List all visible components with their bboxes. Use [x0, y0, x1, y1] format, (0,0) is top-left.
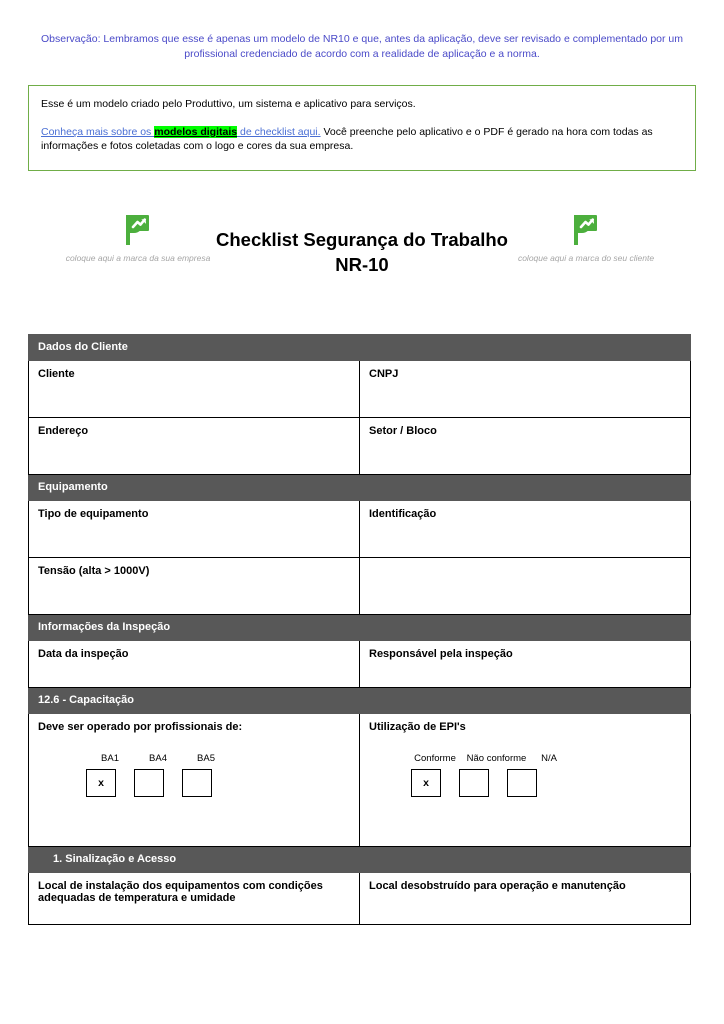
section-header-informacoes-da-inspecao — [29, 615, 691, 641]
ba-checkbox-group — [38, 753, 350, 797]
section-header-dados-do-cliente — [29, 335, 691, 361]
section-header-label: Informações da Inspeção — [29, 615, 691, 641]
field-tensao[interactable] — [29, 558, 360, 615]
table-row — [29, 418, 691, 475]
field-data-da-inspecao[interactable] — [29, 641, 360, 688]
field-responsavel-pela-inspecao[interactable] — [360, 641, 691, 688]
field-tipo-de-equipamento[interactable] — [29, 501, 360, 558]
field-label: Utilização de EPI's — [369, 721, 466, 733]
epi-label-1: Não conforme — [466, 753, 527, 764]
field-local-desobstruido[interactable] — [360, 873, 691, 925]
ba-label-1: BA4 — [149, 753, 167, 764]
field-setor-bloco[interactable] — [360, 418, 691, 475]
document-header — [28, 205, 696, 305]
field-cliente[interactable] — [29, 361, 360, 418]
section-header-capacitacao — [29, 688, 691, 714]
info-box — [28, 85, 696, 171]
epi-label-0: Conforme — [414, 753, 456, 764]
checkbox-conforme[interactable]: x — [411, 769, 441, 797]
table-row — [29, 558, 691, 615]
field-label: Responsável pela inspeção — [369, 648, 513, 660]
field-tensao-value[interactable] — [360, 558, 691, 615]
epi-checkbox-labels — [411, 753, 681, 764]
epi-label-2: N/A — [541, 753, 557, 764]
field-label: Tipo de equipamento — [38, 508, 149, 520]
client-logo-caption: coloque aqui a marca do seu cliente — [517, 253, 655, 263]
field-identificacao[interactable] — [360, 501, 691, 558]
company-logo-caption: coloque aqui a marca da sua empresa — [65, 253, 211, 263]
field-label: Endereço — [38, 425, 89, 437]
field-label: Deve ser operado por profissionais de: — [38, 721, 243, 733]
checklist-table — [28, 334, 691, 925]
checklist-models-link[interactable] — [41, 126, 321, 138]
table-row — [29, 873, 691, 925]
field-label: Identificação — [369, 508, 437, 520]
ba-label-0: BA1 — [101, 753, 119, 764]
field-label: CNPJ — [369, 368, 399, 380]
field-cnpj[interactable] — [360, 361, 691, 418]
client-logo-placeholder[interactable] — [506, 213, 666, 264]
field-label: Local desobstruído para operação e manutenção — [369, 880, 626, 892]
highlighted-link-phrase: modelos digitais — [154, 126, 238, 138]
link-text-prefix: Conheça mais sobre os — [41, 126, 155, 138]
page-title: Checklist Segurança do Trabalho NR-10 — [216, 229, 508, 275]
section-header-label: 12.6 - Capacitação — [29, 688, 691, 714]
checkbox-na[interactable] — [507, 769, 537, 797]
ba-checkbox-labels — [86, 753, 350, 764]
checkbox-ba4[interactable] — [134, 769, 164, 797]
link-text-suffix: de checklist aqui. — [237, 126, 321, 138]
info-box-line-2 — [41, 125, 683, 153]
field-utilizacao-de-epi — [360, 714, 691, 847]
info-box-trailing-text: Você preenche pelo aplicativo e o PDF é gerado na hora com todas as informações e fotos coletadas com o logo e cores da sua empresa. — [41, 126, 653, 152]
field-profissionais — [29, 714, 360, 847]
field-local-de-instalacao[interactable] — [29, 873, 360, 925]
ba-checkboxes — [86, 769, 350, 797]
section-header-label: Equipamento — [29, 475, 691, 501]
section-header-label: 1. Sinalização e Acesso — [29, 847, 691, 873]
checkbox-nao-conforme[interactable] — [459, 769, 489, 797]
info-box-line-1: Esse é um modelo criado pelo Produttivo, um sistema e aplicativo para serviços. — [41, 98, 416, 110]
observation-note: Observação: Lembramos que esse é apenas um modelo de NR10 e que, antes da aplicação, deve ser revisado e complementado por um profissional credenciado de acordo com a realidade de aplicação e a norma. — [40, 33, 684, 60]
table-row — [29, 641, 691, 688]
checkbox-ba5[interactable] — [182, 769, 212, 797]
produttivo-flag-icon — [121, 213, 155, 247]
company-logo-placeholder[interactable] — [58, 213, 218, 264]
field-label: Data da inspeção — [38, 648, 129, 660]
table-row — [29, 501, 691, 558]
epi-checkboxes — [411, 769, 681, 797]
field-label-note: (alta > 1000V) — [75, 565, 150, 577]
field-label: Local de instalação dos equipamentos com condições adequadas de temperatura e umidade — [38, 880, 323, 904]
table-row — [29, 361, 691, 418]
section-header-label: Dados do Cliente — [29, 335, 691, 361]
section-header-sinalizacao-e-acesso — [29, 847, 691, 873]
table-row — [29, 714, 691, 847]
field-endereco[interactable] — [29, 418, 360, 475]
checkbox-ba1[interactable]: x — [86, 769, 116, 797]
epi-checkbox-group — [369, 753, 681, 797]
ba-label-2: BA5 — [197, 753, 215, 764]
field-label: Cliente — [38, 368, 75, 380]
section-header-equipamento — [29, 475, 691, 501]
field-label: Tensão — [38, 565, 76, 577]
field-label: Setor / Bloco — [369, 425, 437, 437]
produttivo-flag-icon — [569, 213, 603, 247]
